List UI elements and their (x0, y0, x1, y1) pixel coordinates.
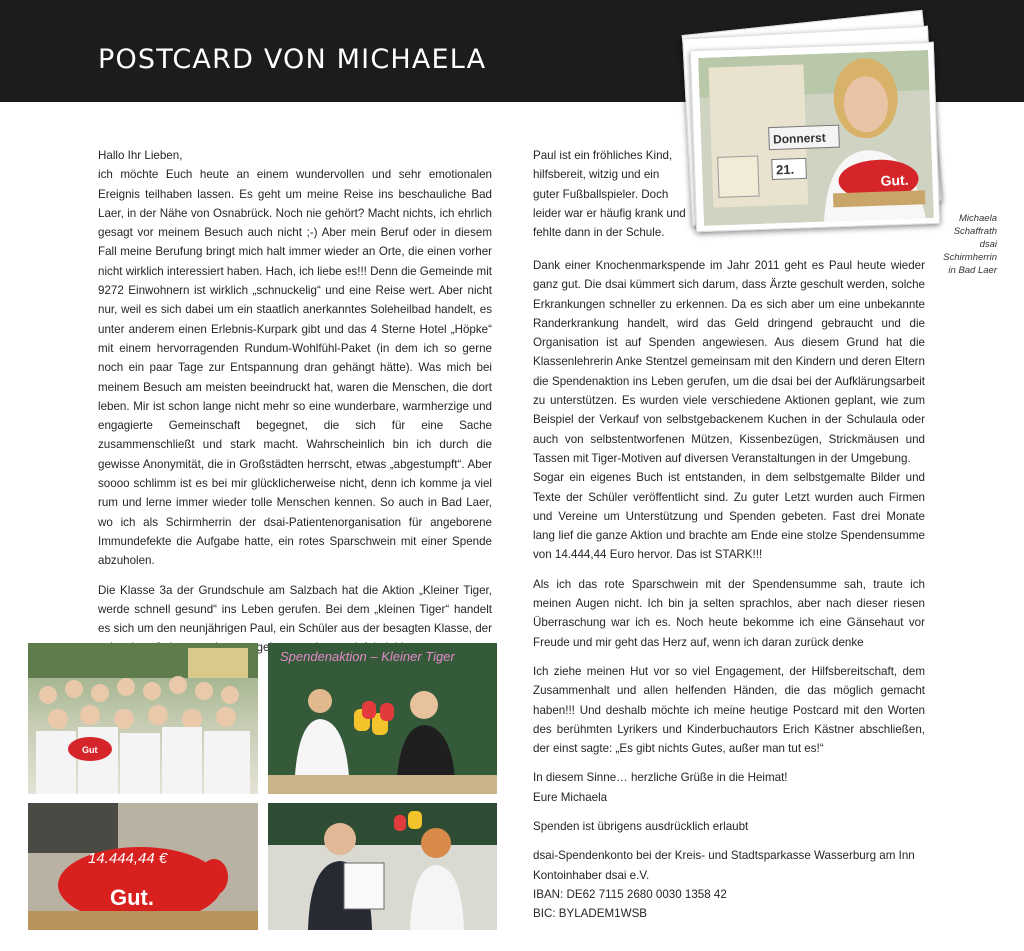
spendenaktion-text: Spendenaktion – Kleiner Tiger (280, 649, 455, 664)
photo-red-piggy-bank (28, 803, 258, 930)
board-number: 21. (775, 161, 795, 178)
bank-details: dsai-Spendenkonto bei der Kreis- und Stadtsparkasse Wasserburg am Inn Kontoinhaber dsai e.V. IBAN: DE62 7115 2680 0030 1358 42 BIC: BYLADEM1WSB (533, 849, 915, 921)
postcard-photo (690, 42, 940, 232)
portrait-piggy-text: Gut. (880, 171, 909, 189)
article-paragraph: In diesem Sinne… herzliche Grüße in die Heimat! Eure Michaela (533, 771, 788, 804)
caption-line: Michaela (958, 213, 997, 224)
piggy-gut-text: Gut. (110, 885, 154, 910)
postcard-photo-stack (683, 10, 945, 232)
article-paragraph: Ich ziehe meinen Hut vor so viel Engagement, der Hilfsbereitschaft, dem Zusammenhalt und allen helfenden Händen, die das möglich gemacht haben!!! Und deshalb möchte ich meine heutige Postcard mit den Worten des berühmten Lyrikers und Kinderbuchautors Erich Kästner abschließen, der einst sagte: „Es gibt nichts Gutes, außer man tut es!“ (533, 664, 925, 756)
article-column-left (98, 146, 492, 668)
article-paragraph: Spenden ist übrigens ausdrücklich erlaubt (533, 820, 749, 834)
article-paragraph: Die Klasse 3a der Grundschule am Salzbach hat die Aktion „Kleiner Tiger, werde schnell gesund“ ins Leben gerufen. Bei dem „kleinen Tiger“ handelt es sich um den neunjährigen Paul, ein Schüler aus der besagten Klasse, der (98, 583, 492, 636)
article-column-right (533, 256, 925, 924)
caption-line: Schaffrath (953, 226, 997, 237)
caption-line: dsai (979, 239, 997, 250)
piggy-amount-text: 14.444,44 € (88, 850, 168, 867)
article-paragraph: Hallo Ihr Lieben, ich möchte Euch heute an einem wundervollen und sehr emotionalen Ereignis teilhaben lassen. Es geht um meine Reise ins beschauliche Bad Laer, in der Nähe von Osnabrück. Noch nie gehört? Macht nichts, ich ehrlich gesagt vor meinem Besuch auch nicht ;-) Aber mein Beruf oder in diesem Fall meine Berufung bringt mich halt immer wieder an Orte, die einen vorher nicht wirklich interessiert haben. Hach, ich liebe es!!! Denn die Gemeinde mit 9272 Einwohnern ist wirklich „schnuckelig“ und eine Reise wert. Aber nicht nur, weil es sich dabei um ein staatlich anerkanntes Soleheilbad handelt, es unter anderem einen Erlebnis-Kurpark gibt und das 4 Sterne Hotel „Höpke“ mit einem hervorragenden Rundum-Wohlfühl-Paket (in dem ich so gerne noch ein paar Tage zur Entspannung dran gehängt hätte). Was mich bei meinem Besuch am meisten beeindruckt hat, waren die Menschen, die dort leben. Mir ist schon lange nicht mehr so eine wunderbare, warmherzige und engagierte Gemeinschaft begegnet, die sich für eine Sache zusammenschließt und stark macht. Wahrscheinlich bin ich durch die gewisse Anonymität, die in Großstädten herrscht, etwas „abgestumpft“. Aber soooo schlimm ist es bei mir glücklicherweise nicht, denn ich komme ja viel rum und lerne immer wieder tolle Menschen kennen. So auch in Bad Laer, wo ich als Schirmherrin der dsai-Patientenorganisation für angeborene Immundefekte die Aufgabe hatte, ein rotes Sparschwein mit einer Spende abzuholen. (98, 149, 492, 568)
caption-line: in Bad Laer (948, 265, 997, 276)
article-paragraph: Dank einer Knochenmarkspende im Jahr 2011 geht es Paul heute wieder ganz gut. Die dsai kümmert sich darum, dass Ärzte geschult werden, solche Erkrankungen schneller zu erkennen. Da es sich aber um eine unbekannte Randerkrankung handelt, wird das Geld dringend gebraucht und die Organisation ist auf Spenden angewiesen. Aus diesem Grund hat die Klassenlehrerin Anke Stentzel gemeinsam mit den Kindern und deren Eltern die Spendenaktion ins Leben gerufen, um die dsai bei der Aufklärungsarbeit zu unterstützen. Es wurden viele verschiedene Aktionen geplant, wie zum Beispiel der Verkauf von selbstgebackenem Kuchen in der Schulaula oder auch von selbstentworfenen Mützen, Kissenbezügen, Strickmäusen und Tassen mit Tiger-Motiven auf diversen Veranstaltungen in der Umgebung. Sogar ein eigenes Buch ist entstanden, in dem selbstgemalte Bilder und Texte der Schüler veröffentlicht sind. Zu guter Letzt wurden auch Firmen und Vereine um Unterstützung und Spenden gebeten. Fast drei Monate lang lief die ganze Aktion und brachte am Ende eine stolze Spendensumme von 14.444,44 Euro hervor. Das ist STARK!!! (533, 259, 925, 562)
photo-holding-drawing (268, 803, 497, 930)
kids-piggy-text: Gut (82, 745, 98, 755)
page-title: POSTCARD VON MICHAELA (98, 44, 487, 75)
article-paragraph: Als ich das rote Sparschwein mit der Spendensumme sah, traute ich meinen Augen nicht. Ich bin ja selten sprachlos, aber nach dieser riesen Überraschung war ich es. Noch heute bekomme ich eine Gänsehaut vor Freude und mir geht das Herz auf, wenn ich daran zurück denke (533, 577, 925, 649)
photo-caption (925, 212, 997, 277)
caption-line: Schirmherrin (943, 252, 997, 263)
photo-class-group (28, 643, 258, 794)
photo-spendenaktion-board (268, 643, 497, 794)
portrait-photo (698, 50, 934, 226)
board-label: Donnerst (772, 130, 826, 147)
article-paragraph: Paul ist ein fröhliches Kind, hilfsbereit, witzig und ein guter Fußballspieler. Doch leider war er häufig krank und fehlte dann in der Schule. (533, 149, 686, 240)
article-column-right-intro (533, 146, 687, 252)
